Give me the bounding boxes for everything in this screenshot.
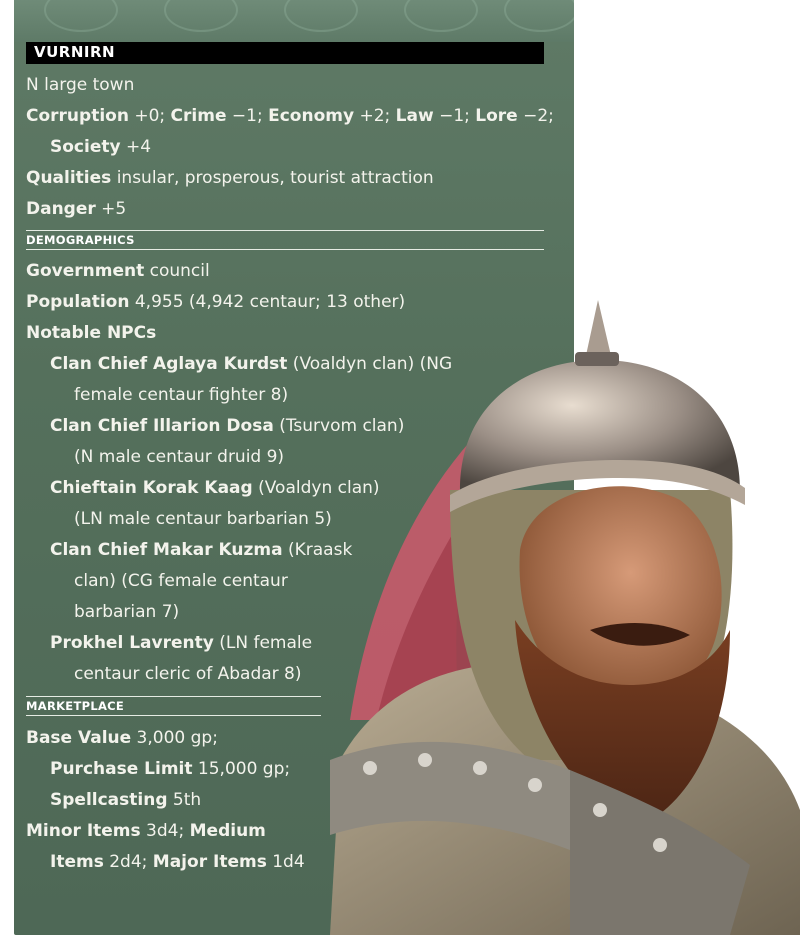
npc-entry: Clan Chief Aglaya Kurdst (Voaldyn clan) (NG: [50, 354, 453, 374]
divider: [26, 715, 321, 716]
base-value-line: Base Value 3,000 gp;: [26, 728, 218, 748]
minor-items-line: Minor Items 3d4; Medium: [26, 821, 266, 841]
npc-entry: Prokhel Lavrenty (LN female: [50, 633, 313, 653]
modifiers-line: Corruption +0; Crime −1; Economy +2; Law −1; Lore −2;: [26, 106, 554, 126]
society-line: Society +4: [50, 137, 152, 157]
npc-entry: Clan Chief Makar Kuzma (Kraask: [50, 540, 353, 560]
npc-entry: Chieftain Korak Kaag (Voaldyn clan): [50, 478, 380, 498]
ornamental-header: [14, 0, 574, 42]
npc-entry-cont: barbarian 7): [74, 602, 180, 622]
town-name: VURNIRN: [34, 43, 116, 61]
marketplace-heading: MARKETPLACE: [26, 699, 125, 713]
purchase-limit-line: Purchase Limit 15,000 gp;: [50, 759, 291, 779]
npc-entry-cont: clan) (CG female centaur: [74, 571, 288, 591]
npc-entry-cont: female centaur fighter 8): [74, 385, 289, 405]
npc-entry-cont: (LN male centaur barbarian 5): [74, 509, 332, 529]
divider: [26, 249, 544, 250]
notable-npcs-label: Notable NPCs: [26, 323, 157, 343]
divider: [26, 696, 321, 697]
danger-line: Danger +5: [26, 199, 127, 219]
npc-entry-cont: centaur cleric of Abadar 8): [74, 664, 302, 684]
divider: [26, 230, 544, 231]
centaur-warrior-portrait: [330, 290, 800, 935]
items-line: Items 2d4; Major Items 1d4: [50, 852, 305, 872]
spellcasting-line: Spellcasting 5th: [50, 790, 202, 810]
npc-entry: Clan Chief Illarion Dosa (Tsurvom clan): [50, 416, 405, 436]
alignment-size: N large town: [26, 75, 135, 95]
demographics-heading: DEMOGRAPHICS: [26, 233, 135, 247]
population-line: Population 4,955 (4,942 centaur; 13 other): [26, 292, 406, 312]
npc-entry-cont: (N male centaur druid 9): [74, 447, 285, 467]
government-line: Government council: [26, 261, 210, 281]
qualities-line: Qualities insular, prosperous, tourist attraction: [26, 168, 434, 188]
